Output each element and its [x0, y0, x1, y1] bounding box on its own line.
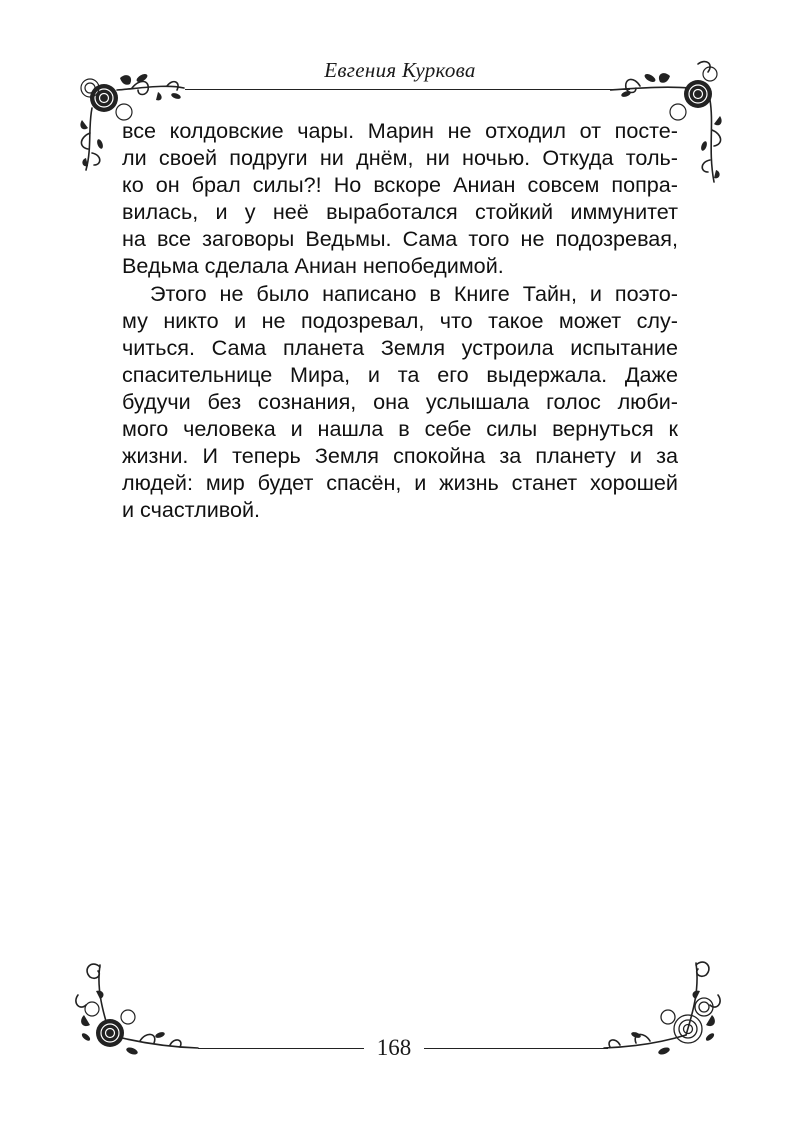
text-line: мого человека и нашла в себе силы вернуться к	[122, 416, 678, 442]
text-line: жизни. И теперь Земля спокойна за планету и за	[122, 443, 678, 469]
text-line: спасительнице Мира, и та его выдержала. Даже	[122, 361, 678, 387]
text-line: Этого не было написано в Книге Тайн, и поэто-	[150, 280, 678, 306]
text-line: ко он брал силы?! Но вскоре Аниан совсем попра-	[122, 172, 678, 198]
bottom-right-rose-ornament-icon	[600, 955, 725, 1065]
text-line: будучи без сознания, она услышала голос люби-	[122, 388, 678, 414]
text-line: и счастливой.	[122, 497, 261, 523]
text-line: на все заговоры Ведьмы. Сама того не подозревая,	[122, 226, 678, 252]
footer-rule-right	[424, 1048, 608, 1049]
text-line: ли своей подруги ни днём, ни ночью. Откуда толь-	[122, 145, 678, 171]
header-rule	[185, 89, 630, 90]
text-line: людей: мир будет спасён, и жизнь станет хорошей	[122, 470, 678, 496]
bottom-left-rose-ornament-icon	[70, 955, 200, 1065]
text-line: читься. Сама планета Земля устроила испытание	[122, 334, 678, 360]
text-line: му никто и не подозревал, что такое может слу-	[122, 307, 678, 333]
footer-rule-left	[198, 1048, 364, 1049]
text-line: Ведьма сделала Аниан непобедимой.	[122, 253, 504, 279]
page-number: 168	[376, 1035, 412, 1060]
text-line: все колдовские чары. Марин не отходил от посте-	[122, 118, 678, 143]
text-line: вилась, и у неё выработался стойкий иммунитет	[122, 199, 678, 225]
running-header-author: Евгения Куркова	[324, 58, 476, 82]
body-text	[122, 117, 678, 523]
